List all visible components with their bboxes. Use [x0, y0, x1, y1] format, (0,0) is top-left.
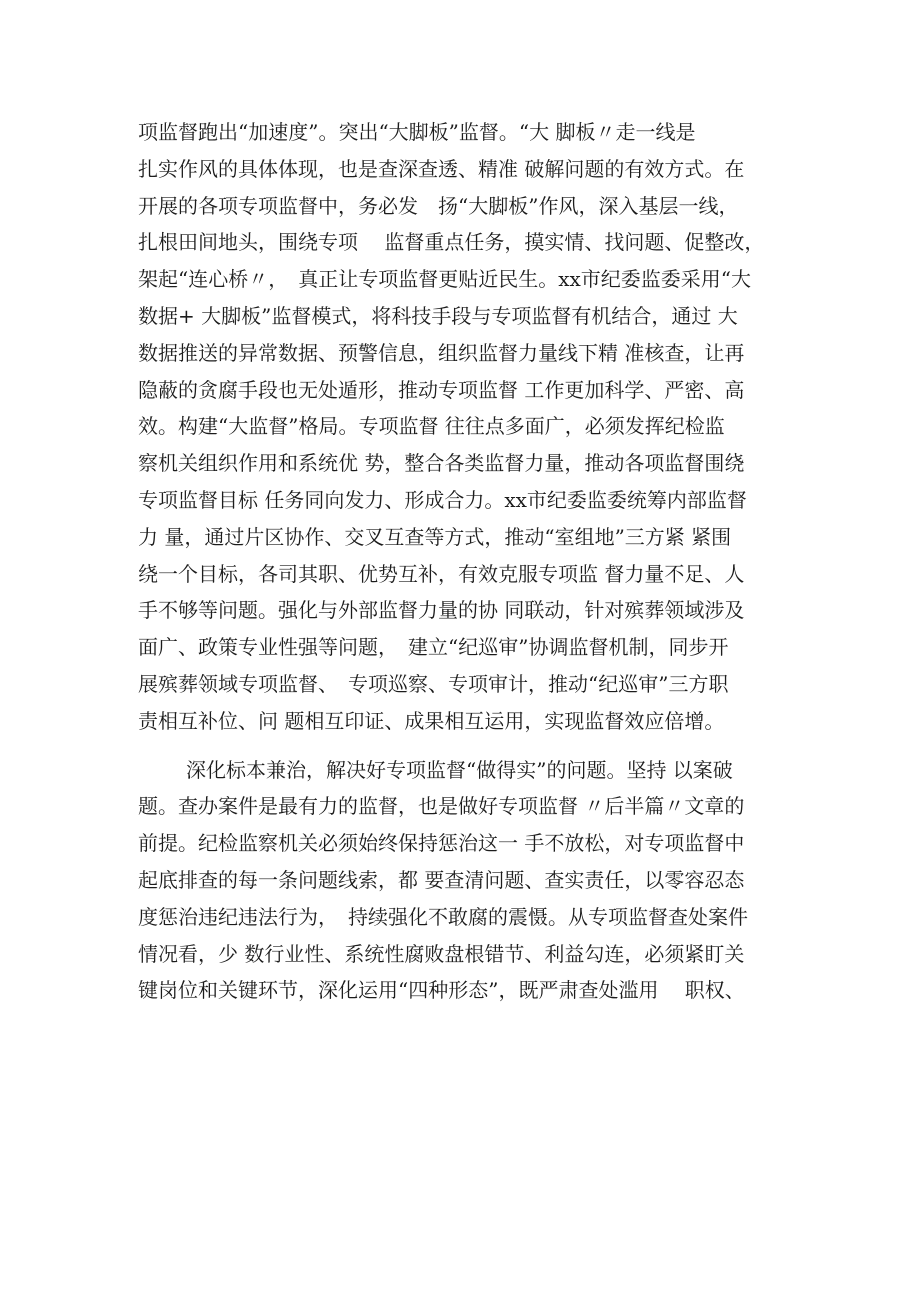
text-line: 深化标本兼治，解决好专项监督“做得实”的问题。坚持 以案破 [186, 757, 733, 782]
text-line: 扎根田间地头，围绕专项 监督重点任务，摸实情、找问题、促整改， [138, 230, 765, 255]
text-line: 数据推送的异常数据、预警信息，组织监督力量线下精 准核查，让再 [138, 340, 745, 365]
paragraph-1 [138, 114, 798, 740]
text-line: 前提。纪检监察机关必须始终保持惩治这一 手不放松，对专项监督中 [138, 831, 745, 856]
text-line: 专项监督目标 任务同向发力、形成合力。xx市纪委监委统筹内部监督 [138, 487, 747, 512]
text-line: 开展的各项专项监督中，务必发 扬“大脚板”作风，深入基层一线， [138, 193, 739, 218]
paragraph-2 [138, 752, 798, 1010]
text-line: 展殡葬领域专项监督、 专项巡察、专项审计，推动“纪巡审”三方职 [138, 671, 729, 696]
text-line: 绕一个目标，各司其职、优势互补，有效克服专项监 督力量不足、人 [138, 561, 745, 586]
text-line: 起底排查的每一条问题线索，都 要查清问题、查实责任，以零容忍态 [138, 867, 745, 892]
text-line: 责相互补位、问 题相互印证、成果相互运用，实现监督效应倍增。 [138, 708, 725, 733]
text-line: 键岗位和关键环节，深化运用“四种形态”，既严肃查处滥用 职权、 [138, 978, 745, 1003]
text-line: 数据+ 大脚板”监督模式，将科技手段与专项监督有机结合，通过 大 [138, 303, 738, 328]
text-line: 察机关组织作用和系统优 势，整合各类监督力量，推动各项监督围绕 [138, 451, 745, 476]
text-line: 面广、政策专业性强等问题， 建立“纪巡审”协调监督机制，同步开 [138, 635, 729, 660]
text-line: 扎实作风的具体体现，也是查深查透、精准 破解问题的有效方式。在 [138, 156, 745, 181]
text-line: 效。构建“大监督”格局。专项监督 往往点多面广，必须发挥纪检监 [138, 414, 725, 439]
text-line: 题。查办案件是最有力的监督，也是做好专项监督 〃后半篇〃文章的 [138, 794, 745, 819]
text-line: 力 量，通过片区协作、交叉互查等方式，推动“室组地”三方紧 紧围 [138, 524, 732, 549]
document-body [138, 114, 798, 1009]
text-line: 手不够等问题。强化与外部监督力量的协 同联动，针对殡葬领域涉及 [138, 598, 745, 623]
text-line: 度惩治违纪违法行为， 持续强化不敢腐的震慑。从专项监督查处案件 [138, 904, 748, 929]
text-line: 项监督跑出“加速度”。突出“大脚板”监督。“大 脚板〃走一线是 [138, 120, 696, 144]
text-line: 隐蔽的贪腐手段也无处遁形，推动专项监督 工作更加科学、严密、高 [138, 377, 745, 402]
paragraph-spacer [138, 740, 798, 752]
text-line: 情况看，少 数行业性、系统性腐败盘根错节、利益勾连，必须紧盯关 [138, 941, 745, 966]
text-line: 架起“连心桥〃， 真正让专项监督更贴近民生。xx市纪委监委采用“大 [138, 267, 752, 292]
